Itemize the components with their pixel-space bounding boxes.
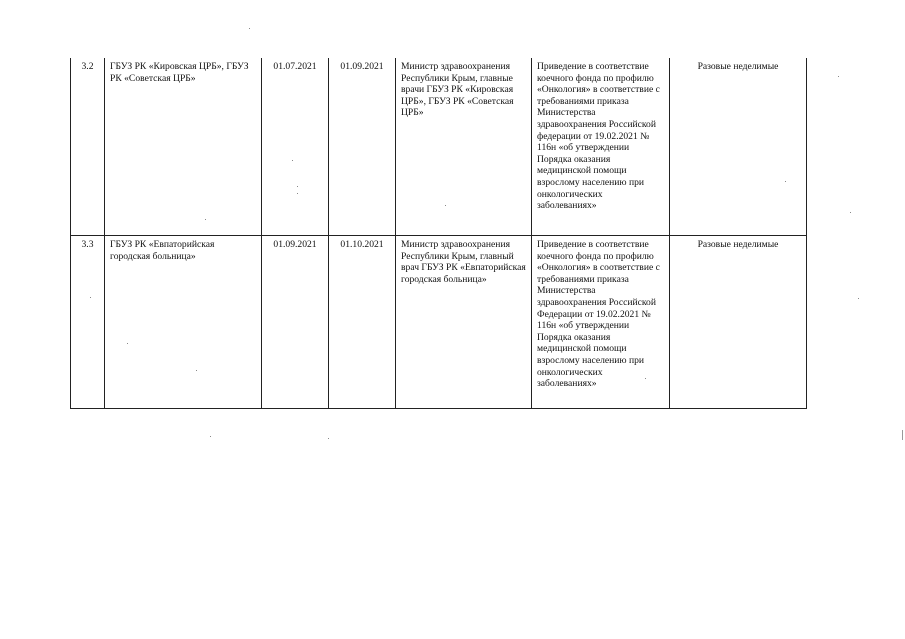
scan-speck — [858, 298, 859, 299]
scan-speck — [785, 181, 786, 182]
scan-speck — [292, 160, 293, 161]
scan-edge-mark — [902, 430, 903, 440]
action-cell: Приведение в соответствие коечного фонда по профилю «Онкология» в соответствие с требованиями приказа Министерства здравоохранения Российской федерации от 19.02.2021 № 116н «об утверждении Порядка оказания медицинской помощи взрослому населению при онкологических заболеваниях» — [532, 58, 670, 236]
row-number: 3.3 — [71, 236, 105, 409]
scan-speck — [210, 436, 211, 437]
scan-speck — [297, 186, 298, 187]
scan-speck — [205, 219, 206, 220]
scan-speck — [328, 438, 329, 439]
end-date-cell: 01.09.2021 — [329, 58, 396, 236]
organization-cell: ГБУЗ РК «Кировская ЦРБ», ГБУЗ РК «Советская ЦРБ» — [105, 58, 262, 236]
table-row — [71, 58, 807, 236]
scan-speck — [127, 343, 128, 344]
scan-speck — [838, 76, 839, 77]
type-cell: Разовые неделимые — [670, 58, 807, 236]
start-date-cell: 01.09.2021 — [262, 236, 329, 409]
organization-cell: ГБУЗ РК «Евпаторийская городская больница» — [105, 236, 262, 409]
type-cell: Разовые неделимые — [670, 236, 807, 409]
scan-speck — [90, 297, 91, 298]
scan-speck — [645, 378, 646, 379]
start-date-cell: 01.07.2021 — [262, 58, 329, 236]
end-date-cell: 01.10.2021 — [329, 236, 396, 409]
scan-speck — [445, 205, 446, 206]
action-cell: Приведение в соответствие коечного фонда по профилю «Онкология» в соответствие с требованиями приказа Министерства здравоохранения Российской Федерации от 19.02.2021 № 116н «об утверждении Порядка оказания медицинской помощи взрослому населению при онкологических заболеваниях» — [532, 236, 670, 409]
scan-speck — [297, 193, 298, 194]
responsible-cell: Министр здравоохранения Республики Крым, главные врачи ГБУЗ РК «Кировская ЦРБ», ГБУЗ РК «Советская ЦРБ» — [396, 58, 532, 236]
scan-speck — [850, 212, 851, 213]
scan-speck — [196, 370, 197, 371]
scan-speck — [249, 28, 250, 29]
plan-table — [70, 58, 807, 409]
table-row — [71, 236, 807, 409]
responsible-cell: Министр здравоохранения Республики Крым, главный врач ГБУЗ РК «Евпаторийская городская больница» — [396, 236, 532, 409]
row-number: 3.2 — [71, 58, 105, 236]
